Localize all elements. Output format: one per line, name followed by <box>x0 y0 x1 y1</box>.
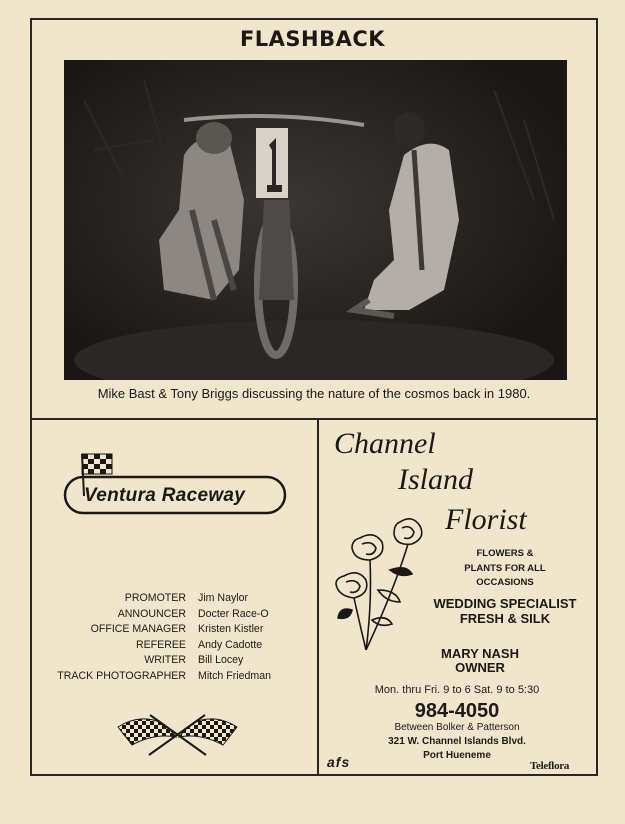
tagline-1: FLOWERS & <box>476 548 534 559</box>
checkered-flags-icon <box>110 705 245 757</box>
raceway-name: Ventura Raceway <box>84 485 246 506</box>
florist-name-line1: Channel <box>334 427 436 460</box>
photo-caption: Mike Bast & Tony Briggs discussing the nature of the cosmos back in 1980. <box>97 386 531 401</box>
address-line-2: 321 W. Channel Islands Blvd. <box>388 736 526 747</box>
florist-name-line2: Island <box>398 463 473 496</box>
staff-role: OFFICE MANAGER <box>90 623 186 635</box>
specialty-1: WEDDING SPECIALIST <box>433 596 577 611</box>
rose-icon <box>330 510 430 660</box>
staff-name: Jim Naylor <box>198 592 249 604</box>
staff-name: Andy Cadotte <box>198 638 263 651</box>
phone-number: 984-4050 <box>414 700 500 722</box>
staff-row <box>40 654 310 670</box>
afs-logo: afs <box>327 754 351 770</box>
horizontal-divider <box>30 418 598 420</box>
staff-name: Bill Locey <box>198 654 244 666</box>
store-hours: Mon. thru Fri. 9 to 6 Sat. 9 to 5:30 <box>374 684 540 696</box>
staff-name: Kristen Kistler <box>198 623 264 635</box>
staff-row <box>40 639 310 655</box>
florist-name-line3: Florist <box>445 503 527 536</box>
tagline-2: PLANTS FOR ALL <box>464 563 546 574</box>
flashback-photo <box>64 60 567 380</box>
specialty-2: FRESH & SILK <box>459 611 551 626</box>
staff-role: REFEREE <box>135 638 186 651</box>
staff-name: Docter Race-O <box>198 607 269 620</box>
staff-name: Mitch Friedman <box>198 669 271 682</box>
page-title: FLASHBACK <box>239 27 386 51</box>
vertical-divider <box>317 419 319 776</box>
staff-list <box>40 592 310 685</box>
staff-row <box>40 592 310 608</box>
staff-role: ANNOUNCER <box>117 607 186 620</box>
staff-row <box>40 608 310 624</box>
staff-row <box>40 670 310 686</box>
staff-role: PROMOTER <box>124 592 186 604</box>
staff-role: WRITER <box>144 654 186 666</box>
owner-title: OWNER <box>455 660 505 675</box>
owner-name: MARY NASH <box>440 646 519 661</box>
address-line-3: Port Hueneme <box>423 750 491 761</box>
staff-row <box>40 623 310 639</box>
staff-role: TRACK PHOTOGRAPHER <box>57 669 186 682</box>
teleflora-logo: Teleflora <box>530 760 570 772</box>
address-line-1: Between Bolker & Patterson <box>394 722 520 733</box>
tagline-3: OCCASIONS <box>476 577 534 588</box>
